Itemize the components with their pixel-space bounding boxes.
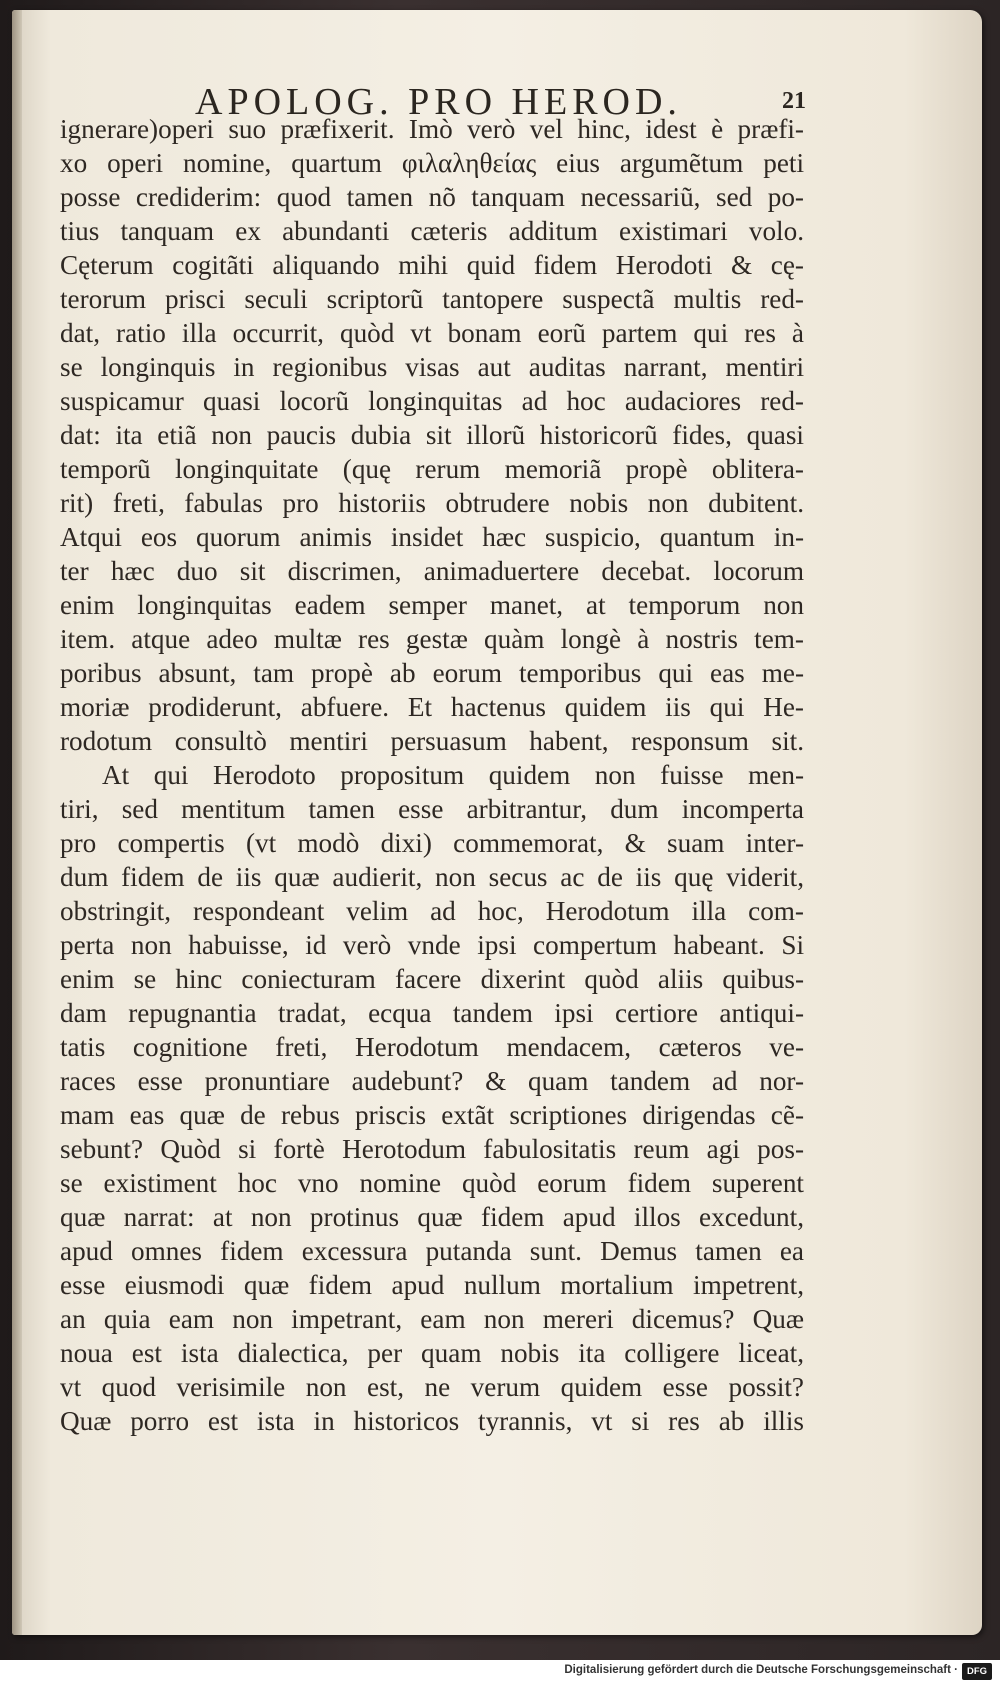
text-line: enim longinquitas eadem semper manet, at temporum non [60,590,804,620]
text-line: Quæ porro est ista in historicos tyrannis, vt si res ab illis [60,1406,804,1436]
text-line: suspicamur quasi locorũ longinquitas ad hoc audaciores red- [60,386,804,416]
text-line: dam repugnantia tradat, ecqua tandem ipsi certiore antiqui- [60,998,804,1028]
text-line: posse crediderim: quod tamen nõ tanquam necessariũ, sed po- [60,182,804,212]
page-number: 21 [782,88,806,114]
text-line: xo operi nomine, quartum φιλαληθείας eius argumẽtum peti [60,148,804,178]
text-line: mam eas quæ de rebus priscis extãt scriptiones dirigendas cẽ- [60,1100,804,1130]
text-line: ignerare)operi suo præfixerit. Imò verò vel hinc, idest è præfi- [60,114,804,144]
text-line: temporũ longinquitate (quę rerum memoriã propè oblitera- [60,454,804,484]
text-line: perta non habuisse, id verò vnde ipsi compertum habeant. Si [60,930,804,960]
text-line: quæ narrat: at non protinus quæ fidem apud illos excedunt, [60,1202,804,1232]
funding-credit: Digitalisierung gefördert durch die Deutsche Forschungsgemeinschaft · [564,1664,958,1676]
text-line: sebunt? Quòd si fortè Herotodum fabulositatis reum agi pos- [60,1134,804,1164]
text-line: tatis cognitione freti, Herodotum mendacem, cæteros ve- [60,1032,804,1062]
body-text [60,112,804,1438]
text-line: poribus absunt, tam propè ab eorum temporibus qui eas me- [60,658,804,688]
text-line: se longinquis in regionibus visas aut auditas narrant, mentiri [60,352,804,382]
text-line: rodotum consultò mentiri persuasum habent, responsum sit. [60,726,804,756]
running-head: APOLOG. PRO HEROD. [195,81,682,123]
text-line: tius tanquam ex abundanti cæteris additum existimari volo. [60,216,804,246]
paragraph-start-line: At qui Herodoto propositum quidem non fuisse men- [102,760,804,790]
book-page [12,10,982,1635]
text-line: dat: ita etiã non paucis dubia sit illorũ historicorũ fides, quasi [60,420,804,450]
footer-bar [0,1660,1000,1684]
text-line: Cęterum cogitãti aliquando mihi quid fidem Herodoti & cę- [60,250,804,280]
text-line: vt quod verisimile non est, ne verum quidem esse possit? [60,1372,804,1402]
text-line: ter hæc duo sit discrimen, animaduertere decebat. locorum [60,556,804,586]
text-line: enim se hinc coniecturam facere dixerint quòd aliis quibus- [60,964,804,994]
text-line: esse eiusmodi quæ fidem apud nullum mortalium impetrent, [60,1270,804,1300]
page-gutter [12,10,22,1635]
text-line: item. atque adeo multæ res gestæ quàm longè à nostris tem- [60,624,804,654]
text-line: pro compertis (vt modò dixi) commemorat, & suam inter- [60,828,804,858]
text-line: obstringit, respondeant velim ad hoc, Herodotum illa com- [60,896,804,926]
dfg-logo: DFG [962,1663,992,1680]
text-line: rit) freti, fabulas pro historiis obtrudere nobis non dubitent. [60,488,804,518]
text-line: tiri, sed mentitum tamen esse arbitrantur, dum incomperta [60,794,804,824]
text-line: moriæ prodiderunt, abfuere. Et hactenus quidem iis qui He- [60,692,804,722]
text-line: se existiment hoc vno nomine quòd eorum fidem superent [60,1168,804,1198]
text-line: dum fidem de iis quæ audierit, non secus ac de iis quę viderit, [60,862,804,892]
text-line: an quia eam non impetrant, eam non mereri dicemus? Quæ [60,1304,804,1334]
text-line: races esse pronuntiare audebunt? & quam tandem ad nor- [60,1066,804,1096]
text-line: noua est ista dialectica, per quam nobis ita colligere liceat, [60,1338,804,1368]
text-line: dat, ratio illa occurrit, quòd vt bonam eorũ partem qui res à [60,318,804,348]
text-line: Atqui eos quorum animis insidet hæc suspicio, quantum in- [60,522,804,552]
text-line: apud omnes fidem excessura putanda sunt. Demus tamen ea [60,1236,804,1266]
text-line: terorum prisci seculi scriptorũ tantopere suspectã multis red- [60,284,804,314]
